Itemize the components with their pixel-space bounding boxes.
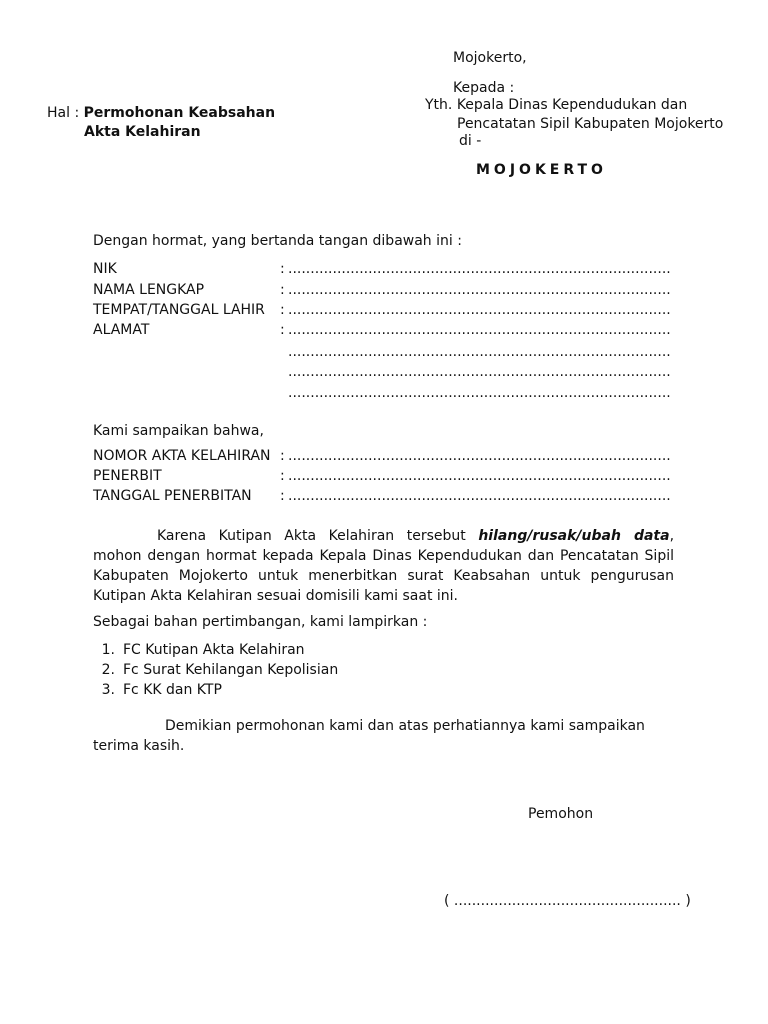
field-fill-line: ...................................................................................... <box>288 322 671 338</box>
signature-name-line: ( ................................................... ) <box>444 893 691 909</box>
field-nik <box>93 259 671 279</box>
field-tanggal-penerbitan <box>93 486 671 506</box>
subject-title: Permohonan Keabsahan <box>83 105 276 121</box>
body-text-after: , mohon dengan hormat kepada Kepala Dinas Kependudukan dan Pencatatan Sipil Kabupaten Mojokerto untuk menerbitkan surat Keabsahan untuk pengurusan Kutipan Akta Kelahiran sesuai domisili kami saat ini. <box>93 528 675 604</box>
field-fill-line: ...................................................................................... <box>288 448 671 464</box>
subject-line-1 <box>47 104 275 122</box>
field-colon: : <box>280 488 285 504</box>
list-item <box>93 680 338 700</box>
field-colon: : <box>280 261 285 277</box>
field-nomor-akta <box>93 446 671 466</box>
field-label: PENERBIT <box>93 468 162 484</box>
field-fill-line: ...................................................................................... <box>288 261 671 277</box>
field-fill-line: ...................................................................................... <box>288 468 671 484</box>
list-number: 1. <box>101 642 115 658</box>
field-alamat <box>93 320 671 340</box>
field-penerbit <box>93 466 671 486</box>
field-label: ALAMAT <box>93 322 150 338</box>
field-label: TANGGAL PENERBITAN <box>93 488 252 504</box>
address-fill-line-4: ...................................................................................... <box>288 385 671 401</box>
recipient-city: MOJOKERTO <box>476 162 607 178</box>
address-fill-line-3: ...................................................................................... <box>288 364 671 380</box>
field-nama-lengkap <box>93 280 671 300</box>
field-colon: : <box>280 302 285 318</box>
attachments-list <box>93 640 338 700</box>
list-item <box>93 640 338 660</box>
kepada-label: Kepada : <box>453 80 515 96</box>
field-tempat-tanggal-lahir <box>93 300 671 320</box>
greeting: Dengan hormat, yang bertanda tangan dibawah ini : <box>93 233 462 249</box>
subject-prefix: Hal : <box>47 105 84 121</box>
recipient-line-2: Pencatatan Sipil Kabupaten Mojokerto <box>457 116 724 132</box>
attachments-intro: Sebagai bahan pertimbangan, kami lampirkan : <box>93 614 428 630</box>
field-label: NIK <box>93 261 117 277</box>
field-colon: : <box>280 448 285 464</box>
closing-paragraph: Demikian permohonan kami dan atas perhatiannya kami sampaikan terima kasih. <box>93 718 645 754</box>
list-text: Fc Surat Kehilangan Kepolisian <box>123 662 339 678</box>
list-item <box>93 660 338 680</box>
field-colon: : <box>280 282 285 298</box>
field-label: NOMOR AKTA KELAHIRAN <box>93 448 271 464</box>
recipient-line-3: di - <box>459 133 482 149</box>
list-number: 3. <box>101 682 115 698</box>
field-fill-line: ...................................................................................... <box>288 488 671 504</box>
field-colon: : <box>280 468 285 484</box>
subject-line-2: Akta Kelahiran <box>84 124 201 140</box>
signature-label: Pemohon <box>528 806 594 822</box>
body-text-emphasis: hilang/rusak/ubah data <box>478 528 670 544</box>
field-label: NAMA LENGKAP <box>93 282 205 298</box>
field-colon: : <box>280 322 285 338</box>
field-fill-line: ...................................................................................... <box>288 282 671 298</box>
field-label: TEMPAT/TANGGAL LAHIR <box>93 302 265 318</box>
body-paragraph <box>93 526 674 606</box>
body-text-before: Karena Kutipan Akta Kelahiran tersebut <box>157 528 479 544</box>
field-fill-line: ...................................................................................... <box>288 302 671 318</box>
list-text: FC Kutipan Akta Kelahiran <box>123 642 305 658</box>
list-text: Fc KK dan KTP <box>123 682 222 698</box>
list-number: 2. <box>101 662 115 678</box>
recipient-line-1: Yth. Kepala Dinas Kependudukan dan <box>425 97 688 113</box>
statement-intro: Kami sampaikan bahwa, <box>93 423 264 439</box>
place-date: Mojokerto, <box>453 50 527 66</box>
address-fill-line-2: ...................................................................................... <box>288 344 671 360</box>
